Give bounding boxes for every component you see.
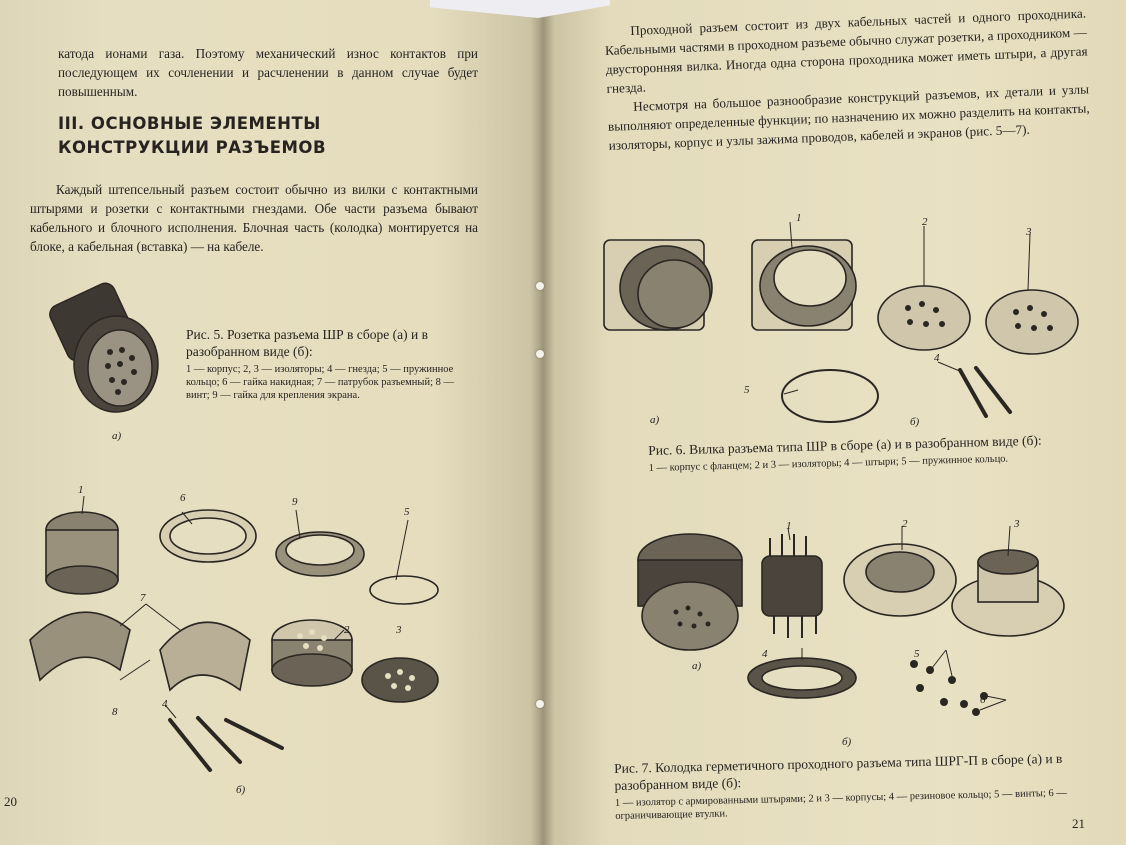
fig5-exploded-parts — [20, 480, 470, 800]
fig7-number-4: 4 — [762, 648, 768, 660]
left-page — [0, 0, 540, 845]
body-paragraph: Каждый штепсельный разъем состоит обычно из вилки с контактными штырями и розетки с контактными гнездами. Обе части разъема бывают кабельного и блочного исполнения. Блочная часть (колодка) монтируется на блоке, а кабельная (вставка) — на кабеле. — [30, 182, 478, 254]
fig5-caption — [186, 326, 476, 402]
fig7-number-5: 5 — [914, 648, 920, 660]
fig6-number-3: 3 — [1026, 226, 1032, 238]
binding-staple — [536, 282, 544, 290]
fig7-number-2: 2 — [902, 518, 908, 530]
fig6-label-b: б) — [910, 416, 920, 428]
binding-staple — [536, 350, 544, 358]
fig5-number-7: 7 — [140, 592, 146, 604]
fig5-label-a: а) — [112, 430, 122, 442]
fig7-illustration — [630, 520, 1070, 730]
fig6-number-5: 5 — [744, 384, 750, 396]
fig6-number-1: 1 — [796, 212, 802, 224]
fig6-label-a: а) — [650, 414, 660, 426]
section-heading: III. ОСНОВНЫЕ ЭЛЕМЕНТЫ КОНСТРУКЦИИ РАЗЪЕМОВ — [58, 114, 327, 157]
binding-staple — [536, 700, 544, 708]
right-text-block: Проходной разъем состоит из двух кабельных частей и одного проходника. Кабельными частями в проходном разъеме обычно служат розетки, а проходником — двусторонняя вилка. Иногда одна сторона проходника может иметь штыри, а другая гнезда. Несмотря на большое разнообразие конструкций разъемов, их детали и узлы выполняют определенные функции; по назначению их можно разделить на контакты, изоляторы, корпус и узлы зажима проводов, кабелей и экранов (рис. 5—7). — [604, 5, 1090, 153]
fig7-label-a: а) — [692, 660, 702, 672]
page-number-left: 20 — [4, 794, 17, 809]
intro-text: катода ионами газа. Поэтому механический износ контактов при последующем их сочленении и расчленении в данном случае будет повышенным. — [58, 46, 478, 99]
fig6-number-4: 4 — [934, 352, 940, 364]
fig6-legend: 1 — корпус с фланцем; 2 и 3 — изоляторы; 4 — штыри; 5 — пружинное кольцо. — [648, 453, 1009, 474]
fig7-legend: 1 — изолятор с армированными штырями; 2 и 3 — корпусы; 4 — резиновое кольцо; 5 — винты; 6 — ограничивающие втулки. — [614, 787, 1067, 822]
right-page — [540, 0, 1126, 845]
fig7-caption — [614, 750, 1075, 823]
fig5-number-1: 1 — [78, 484, 84, 496]
fig5-label-b: б) — [236, 784, 246, 796]
fig5-number-5: 5 — [404, 506, 410, 518]
fig6-title: Рис. 6. Вилка разъема типа ШР в сборе (а) и в разобранном виде (б): — [648, 432, 1042, 458]
book-gutter — [530, 0, 554, 845]
fig6-illustration — [590, 220, 1080, 440]
fig5-number-2: 2 — [344, 624, 350, 636]
fig5-title: Рис. 5. Розетка разъема ШР в сборе (а) и в разобранном виде (б): — [186, 327, 428, 359]
fig5-number-4: 4 — [162, 698, 168, 710]
fig7-number-1: 1 — [786, 520, 792, 532]
fig6-number-2: 2 — [922, 216, 928, 228]
fig7-number-6: 6 — [980, 694, 986, 706]
fig7-label-b: б) — [842, 736, 852, 748]
fig5-number-9: 9 — [292, 496, 298, 508]
page-number-right: 21 — [1072, 816, 1085, 831]
fig5-legend: 1 — корпус; 2, 3 — изоляторы; 4 — гнезда; 5 — пружинное кольцо; 6 — гайка накидная; 7 — патрубок разъемный; 8 — винт; 9 — гайка для крепления экрана. — [186, 364, 455, 401]
fig5-assembled-socket — [38, 282, 168, 422]
fig5-number-3: 3 — [396, 624, 402, 636]
fig5-number-6: 6 — [180, 492, 186, 504]
fig7-title: Рис. 7. Колодка герметичного проходного разъема типа ШРГ-П в сборе (а) и в разобранном виде (б): — [614, 750, 1063, 793]
fig7-number-3: 3 — [1014, 518, 1020, 530]
fig5-number-8: 8 — [112, 706, 118, 718]
